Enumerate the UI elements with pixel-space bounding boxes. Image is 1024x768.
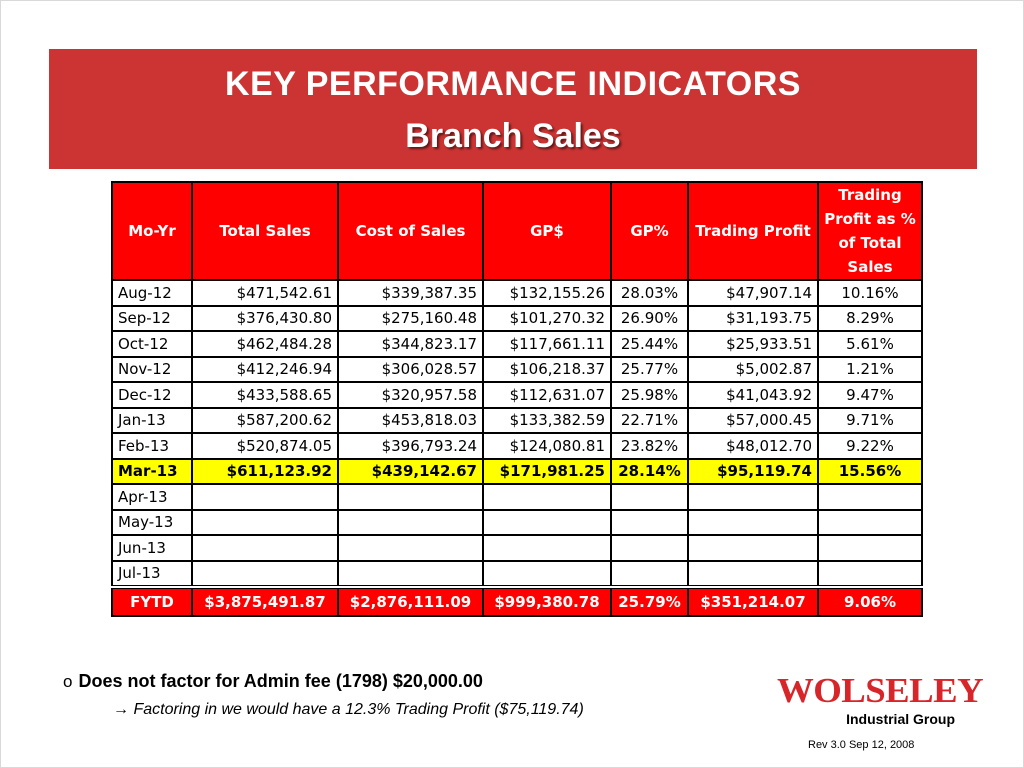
- cell-trading-profit-pct: [818, 561, 922, 588]
- cell-gp-percent: [611, 510, 688, 536]
- cell-cost-of-sales: $453,818.03: [338, 408, 483, 434]
- total-label: FYTD: [112, 587, 192, 616]
- cell-total-sales: $376,430.80: [192, 306, 338, 332]
- sub-note: → Factoring in we would have a 12.3% Trading Profit ($75,119.74): [113, 701, 584, 718]
- cell-gp-dollars: [483, 535, 611, 561]
- cell-trading-profit-pct: [818, 535, 922, 561]
- table-row: [112, 408, 922, 434]
- cell-gp-dollars: $101,270.32: [483, 306, 611, 332]
- wolseley-logo: [777, 671, 984, 733]
- cell-total-sales: [192, 510, 338, 536]
- cell-total-sales: $471,542.61: [192, 280, 338, 306]
- column-header-gp-dollars: GP$: [483, 182, 611, 280]
- revision-label: Rev 3.0 Sep 12, 2008: [808, 739, 915, 751]
- column-header-total-sales: Total Sales: [192, 182, 338, 280]
- cell-gp-dollars: [483, 484, 611, 510]
- cell-gp-dollars: $133,382.59: [483, 408, 611, 434]
- table-row: [112, 535, 922, 561]
- cell-gp-percent: [611, 561, 688, 588]
- cell-cost-of-sales: [338, 510, 483, 536]
- cell-total-sales: $587,200.62: [192, 408, 338, 434]
- cell-cost-of-sales: [338, 484, 483, 510]
- column-header-trading-profit: Trading Profit: [688, 182, 818, 280]
- table-total-row: [112, 587, 922, 616]
- cell-mo-yr: Feb-13: [112, 433, 192, 459]
- column-header-trading-profit-pct: Trading Profit as % of Total Sales: [818, 182, 922, 280]
- cell-cost-of-sales: $439,142.67: [338, 459, 483, 485]
- table-row: [112, 280, 922, 306]
- cell-mo-yr: Jan-13: [112, 408, 192, 434]
- cell-gp-percent: 25.77%: [611, 357, 688, 383]
- table-row: [112, 306, 922, 332]
- column-header-cost-of-sales: Cost of Sales: [338, 182, 483, 280]
- cell-total-sales: $520,874.05: [192, 433, 338, 459]
- cell-mo-yr: Jun-13: [112, 535, 192, 561]
- cell-trading-profit-pct: 9.47%: [818, 382, 922, 408]
- cell-trading-profit-pct: [818, 484, 922, 510]
- table-row: [112, 433, 922, 459]
- cell-gp-percent: 25.98%: [611, 382, 688, 408]
- cell-total-sales: [192, 561, 338, 588]
- bullet-marker: o: [63, 672, 73, 691]
- cell-gp-dollars: [483, 510, 611, 536]
- cell-total-sales: [192, 484, 338, 510]
- cell-trading-profit: [688, 484, 818, 510]
- cell-cost-of-sales: [338, 535, 483, 561]
- cell-gp-dollars: $124,080.81: [483, 433, 611, 459]
- table-row: [112, 561, 922, 588]
- cell-trading-profit: $95,119.74: [688, 459, 818, 485]
- cell-trading-profit: $31,193.75: [688, 306, 818, 332]
- total-cost-of-sales: $2,876,111.09: [338, 587, 483, 616]
- cell-total-sales: $462,484.28: [192, 331, 338, 357]
- cell-trading-profit: [688, 510, 818, 536]
- total-sales: $3,875,491.87: [192, 587, 338, 616]
- cell-gp-dollars: $106,218.37: [483, 357, 611, 383]
- cell-trading-profit-pct: 8.29%: [818, 306, 922, 332]
- cell-mo-yr: Sep-12: [112, 306, 192, 332]
- cell-gp-dollars: $117,661.11: [483, 331, 611, 357]
- cell-total-sales: $433,588.65: [192, 382, 338, 408]
- cell-cost-of-sales: $339,387.35: [338, 280, 483, 306]
- note-bullet-line: [63, 671, 483, 692]
- cell-gp-percent: 28.14%: [611, 459, 688, 485]
- cell-trading-profit: $48,012.70: [688, 433, 818, 459]
- cell-total-sales: $611,123.92: [192, 459, 338, 485]
- cell-mo-yr: Dec-12: [112, 382, 192, 408]
- cell-trading-profit: $41,043.92: [688, 382, 818, 408]
- total-gp-dollars: $999,380.78: [483, 587, 611, 616]
- cell-cost-of-sales: $320,957.58: [338, 382, 483, 408]
- cell-mo-yr: Oct-12: [112, 331, 192, 357]
- table-row: [112, 357, 922, 383]
- cell-total-sales: $412,246.94: [192, 357, 338, 383]
- title-banner: [49, 49, 977, 169]
- cell-gp-percent: 22.71%: [611, 408, 688, 434]
- cell-gp-dollars: $171,981.25: [483, 459, 611, 485]
- cell-mo-yr: Aug-12: [112, 280, 192, 306]
- cell-trading-profit-pct: 10.16%: [818, 280, 922, 306]
- cell-cost-of-sales: $275,160.48: [338, 306, 483, 332]
- cell-gp-dollars: $112,631.07: [483, 382, 611, 408]
- cell-trading-profit: $57,000.45: [688, 408, 818, 434]
- cell-cost-of-sales: $396,793.24: [338, 433, 483, 459]
- cell-trading-profit: [688, 535, 818, 561]
- cell-mo-yr: Mar-13: [112, 459, 192, 485]
- cell-mo-yr: Apr-13: [112, 484, 192, 510]
- cell-cost-of-sales: $344,823.17: [338, 331, 483, 357]
- cell-gp-percent: 28.03%: [611, 280, 688, 306]
- cell-mo-yr: Nov-12: [112, 357, 192, 383]
- cell-trading-profit-pct: 5.61%: [818, 331, 922, 357]
- cell-trading-profit: $25,933.51: [688, 331, 818, 357]
- cell-trading-profit: $47,907.14: [688, 280, 818, 306]
- cell-mo-yr: Jul-13: [112, 561, 192, 588]
- cell-total-sales: [192, 535, 338, 561]
- cell-gp-dollars: [483, 561, 611, 588]
- cell-gp-percent: 23.82%: [611, 433, 688, 459]
- table-row: [112, 382, 922, 408]
- slide-title: KEY PERFORMANCE INDICATORS: [225, 65, 801, 103]
- cell-gp-percent: 26.90%: [611, 306, 688, 332]
- total-trading-profit-pct: 9.06%: [818, 587, 922, 616]
- cell-cost-of-sales: [338, 561, 483, 588]
- column-header-gp-percent: GP%: [611, 182, 688, 280]
- kpi-table: [111, 181, 923, 617]
- cell-trading-profit: $5,002.87: [688, 357, 818, 383]
- column-header-mo-yr: Mo-Yr: [112, 182, 192, 280]
- cell-trading-profit-pct: 1.21%: [818, 357, 922, 383]
- table-header-row: [112, 182, 922, 280]
- cell-mo-yr: May-13: [112, 510, 192, 536]
- logo-subtitle: Industrial Group: [846, 711, 955, 727]
- table-row: [112, 484, 922, 510]
- slide-subtitle: Branch Sales: [405, 117, 621, 155]
- cell-cost-of-sales: $306,028.57: [338, 357, 483, 383]
- cell-trading-profit: [688, 561, 818, 588]
- cell-gp-percent: [611, 535, 688, 561]
- table-row: [112, 331, 922, 357]
- cell-gp-percent: [611, 484, 688, 510]
- cell-gp-dollars: $132,155.26: [483, 280, 611, 306]
- cell-trading-profit-pct: 9.71%: [818, 408, 922, 434]
- cell-trading-profit-pct: 15.56%: [818, 459, 922, 485]
- table-row-highlighted: [112, 459, 922, 485]
- cell-trading-profit-pct: 9.22%: [818, 433, 922, 459]
- table-row: [112, 510, 922, 536]
- cell-trading-profit-pct: [818, 510, 922, 536]
- logo-wordmark: WOLSELEY: [777, 671, 984, 710]
- cell-gp-percent: 25.44%: [611, 331, 688, 357]
- total-trading-profit: $351,214.07: [688, 587, 818, 616]
- note-text: Does not factor for Admin fee (1798) $20,000.00: [78, 671, 483, 691]
- total-gp-percent: 25.79%: [611, 587, 688, 616]
